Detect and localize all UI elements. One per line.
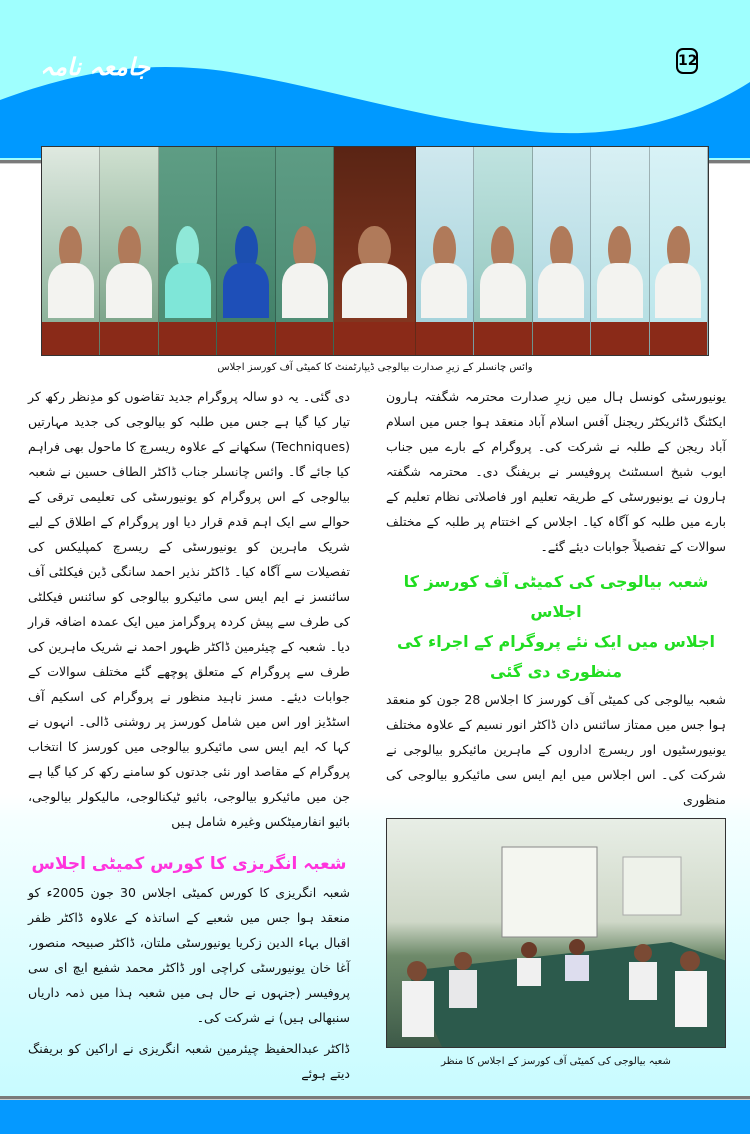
meeting-room-photo (386, 818, 726, 1048)
page-number: 12 (676, 48, 698, 74)
photo-caption-top: وائس چانسلر کے زیرِ صدارت بیالوجی ڈیپارٹمنٹ کا کمیٹی آف کورسز اجلاس (217, 362, 533, 373)
meeting-scene (387, 819, 726, 1048)
article-columns (0, 376, 750, 1096)
publication-logo: جامعہ نامہ (40, 52, 150, 81)
section-heading-biology: شعبہ بیالوجی کی کمیٹی آف کورسز کا اجلاس (403, 572, 709, 621)
left-column-body: دی گئی۔ یہ دو سالہ پروگرام جدید تقاضوں کو مدِنظر رکھ کر تیار کیا گیا ہے جس میں طلبہ کو بیالوجی کی جدید مہارتیں (Techniques) سکھانے کے علاوہ ریسرچ کا ماحول بھی فراہم کیا جائے گا۔ وائس چانسلر جناب ڈاکٹر الطاف حسین نے شعبہ بیالوجی کے اس پروگرام کو یونیورسٹی کی تعلیمی ترقی کے حوالے سے ایک اہم قدم قرار دیا اور پروگرام کے اطلاق کے لیے شریک ماہرین کو یونیورسٹی کے ریسرچ کمپلیکس کی تفصیلات سے آگاہ کیا۔ ڈاکٹر نذیر احمد سانگی ڈین فیکلٹی آف سائنسز نے ایم ایس سی مائیکرو بیالوجی کو سائنس فیکلٹی کی طرف سے پیش کردہ پروگرامز میں ایک عمدہ اضافہ قرار دیا۔ شعبہ کے چیئرمین ڈاکٹر ظہور احمد نے شریک ماہرین کی طرف سے پروگرام کے متعلق پوچھے گئے مختلف سوالات کے جوابات دیئے۔ مسز ناہید منظور نے پروگرام کی اسکیم آف اسٹڈیز اور اس میں شامل کورسز پر روشنی ڈالی۔ انہوں نے کہا کہ ایم ایس سی مائیکرو بیالوجی میں کورسز کا انتخاب پروگرام کے مقاصد اور نئی جدتوں کو سامنے رکھ کر کیا گیا ہے جن میں مائیکرو بیالوجی، بائیو ٹیکنالوجی، مالیکولر بیالوجی، بائیو انفارمیٹکس وغیرہ شامل ہیں (28, 389, 350, 829)
right-column-intro: یونیورسٹی کونسل ہال میں زیرِ صدارت محترمہ شگفتہ ہارون ایکٹنگ ڈائریکٹر ریجنل آفس اسلام آباد منعقد ہوا جس میں اسلام آباد ریجن کے طلبہ نے شرکت کی۔ پروگرام کے بارے میں جناب ایوب شیخ اسسٹنٹ پروفیسر نے بریفنگ دی۔ محترمہ شگفتہ ہارون نے یونیورسٹی کے طریقہ تعلیم اور فاصلاتی نظام تعلیم کے بارے میں طلبہ کو آگاہ کیا۔ اجلاس کے اختتام پر طلبہ کے مختلف سوالات کے تفصیلاً جوابات دیئے گئے۔ (386, 389, 726, 554)
section-subheading-biology: اجلاس میں ایک نئے پروگرام کے اجراء کی منظوری دی گئی (396, 632, 716, 681)
section-heading-english: شعبہ انگریزی کا کورس کمیٹی اجلاس (31, 854, 347, 874)
right-column (386, 384, 726, 1086)
left-column (28, 384, 350, 1086)
left-column-body-english: شعبہ انگریزی کا کورس کمیٹی اجلاس 30 جون 2005ء کو منعقد ہوا جس میں شعبے کے اساتذہ کے علاوہ ڈاکٹر ظفر اقبال بہاء الدین زکریا یونیورسٹی ملتان، ڈاکٹر صبیحہ منصور، آغا خان یونیورسٹی کراچی اور ڈاکٹر محمد شفیع ایچ ای سی پروفیسر (جنہوں نے حال ہی میں شعبہ ہذا میں ذمہ داریاں سنبھالی ہیں) نے شرکت کی۔ (28, 885, 350, 1025)
page-footer (0, 1100, 750, 1134)
page-header (0, 0, 750, 160)
right-column-body: شعبہ بیالوجی کی کمیٹی آف کورسز کا اجلاس 28 جون کو منعقد ہوا جس میں ممتاز سائنس دان ڈاکٹر انور نسیم کے علاوہ مختلف یونیورسٹیوں اور ریسرچ اداروں کے ماہرین مائیکرو بیالوجی نے شرکت کی۔ اس اجلاس میں ایم ایس سی مائیکرو بیالوجی کی منظوری (386, 692, 727, 807)
photo-caption-bottom: شعبہ بیالوجی کی کمیٹی آف کورسز کے اجلاس کا منظر (441, 1056, 671, 1067)
committee-photo-collage (41, 146, 709, 356)
left-column-body-english-cont: ڈاکٹر عبدالحفیظ چیئرمین شعبہ انگریزی نے اراکین کو بریفنگ دیتے ہوئے (28, 1041, 350, 1081)
